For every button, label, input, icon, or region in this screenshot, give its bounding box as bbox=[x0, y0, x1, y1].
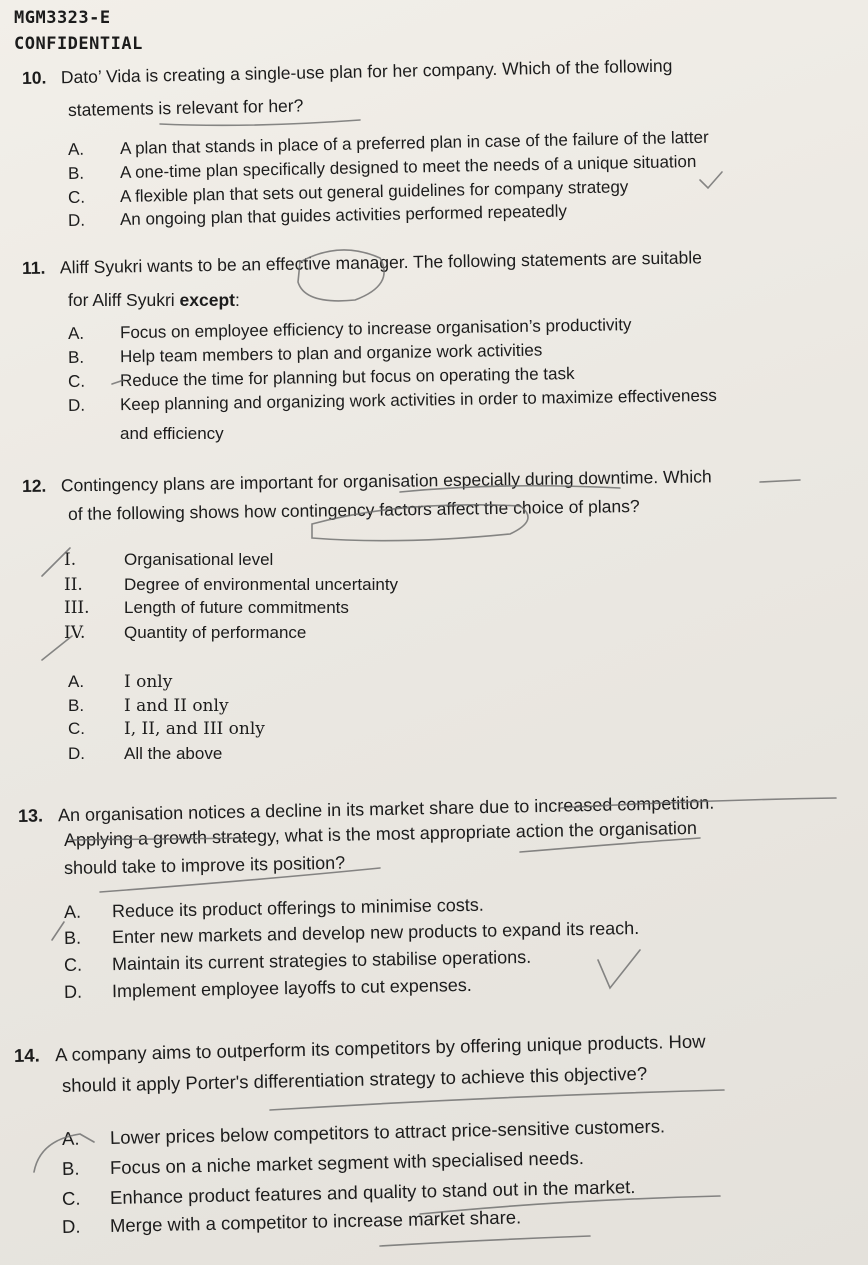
option-a bbox=[68, 315, 632, 344]
pencil-underline-q14-c bbox=[380, 1236, 590, 1246]
question-11-line-2 bbox=[68, 288, 240, 312]
question-text: Contingency plans are important for organisation especially during downtime. Which bbox=[60, 466, 712, 496]
option-c bbox=[62, 1176, 636, 1210]
question-text: Applying a growth strategy, what is the most appropriate action the organisation bbox=[63, 817, 698, 850]
option-text: A one-time plan specifically designed to meet the needs of a unique situation bbox=[119, 151, 697, 183]
option-letter: A. bbox=[63, 901, 82, 922]
option-d bbox=[64, 975, 472, 1003]
question-number: 13. bbox=[17, 805, 44, 826]
question-text: should take to improve its position? bbox=[63, 852, 346, 878]
question-12-line-1 bbox=[22, 464, 712, 498]
option-d bbox=[68, 744, 222, 764]
pencil-check-q13 bbox=[598, 950, 640, 988]
question-text: : bbox=[234, 290, 240, 310]
question-text: of the following shows how contingency factors affect the choice of plans? bbox=[67, 496, 640, 524]
option-c bbox=[68, 719, 265, 739]
option-letter: A. bbox=[68, 672, 85, 691]
option-letter: B. bbox=[61, 1157, 80, 1179]
roman-numeral: I. bbox=[64, 550, 77, 570]
item-iv bbox=[64, 623, 306, 643]
option-text: Reduce the time for planning but focus on operating the task bbox=[119, 364, 575, 391]
option-c bbox=[64, 947, 531, 976]
question-number: 11. bbox=[21, 257, 46, 278]
option-d bbox=[62, 1206, 522, 1238]
item-ii bbox=[64, 575, 398, 595]
item-text: Organisational level bbox=[124, 550, 274, 569]
option-letter: B. bbox=[68, 696, 85, 715]
question-text: Dato’ Vida is creating a single-use plan for her company. Which of the following bbox=[60, 55, 673, 88]
question-11-line-1 bbox=[22, 245, 702, 280]
pencil-check-q10 bbox=[700, 172, 722, 188]
option-a bbox=[62, 1115, 666, 1150]
option-text: Focus on a niche market segment with specialised needs. bbox=[109, 1147, 585, 1178]
option-text: I only bbox=[124, 672, 173, 692]
option-c bbox=[68, 364, 575, 392]
option-text: A plan that stands in place of a preferred plan in case of the failure of the latter bbox=[119, 127, 709, 159]
option-letter: B. bbox=[67, 347, 85, 367]
option-letter: C. bbox=[61, 1187, 81, 1209]
option-text: Reduce its product offerings to minimise costs. bbox=[111, 894, 484, 922]
option-letter: D. bbox=[63, 981, 83, 1002]
item-text: Quantity of performance bbox=[124, 623, 307, 642]
option-b bbox=[68, 341, 543, 368]
roman-numeral: IV. bbox=[64, 623, 86, 643]
option-a bbox=[64, 895, 484, 923]
item-text: Length of future commitments bbox=[124, 598, 349, 617]
option-letter: C. bbox=[67, 187, 86, 207]
option-text: A flexible plan that sets out general guidelines for company strategy bbox=[119, 177, 629, 207]
option-a bbox=[68, 672, 172, 692]
item-text: Degree of environmental uncertainty bbox=[124, 575, 399, 594]
option-letter: D. bbox=[67, 395, 86, 415]
option-text: Implement employee layoffs to cut expenses. bbox=[111, 974, 472, 1002]
pencil-underline-q12-b bbox=[760, 480, 800, 482]
option-text: Enter new markets and develop new products to expand its reach. bbox=[111, 917, 640, 948]
pencil-underline-q10 bbox=[160, 120, 360, 125]
option-text: Focus on employee efficiency to increase organisation’s productivity bbox=[119, 315, 632, 343]
option-letter: C. bbox=[67, 371, 86, 391]
question-number: 10. bbox=[21, 67, 47, 88]
option-letter: C. bbox=[68, 719, 85, 738]
option-b bbox=[68, 696, 229, 716]
question-text: An organisation notices a decline in its market share due to increased competition. bbox=[57, 792, 715, 826]
question-number: 14. bbox=[13, 1044, 40, 1066]
option-letter: A. bbox=[61, 1127, 80, 1149]
option-text: Help team members to plan and organize work activities bbox=[119, 340, 543, 367]
option-text: Enhance product features and quality to stand out in the market. bbox=[109, 1175, 636, 1208]
option-letter: D. bbox=[61, 1215, 81, 1237]
option-text: Keep planning and organizing work activities in order to maximize effectiveness bbox=[119, 385, 717, 415]
option-text: Lower prices below competitors to attract price-sensitive customers. bbox=[109, 1115, 666, 1148]
item-iii bbox=[64, 598, 349, 618]
option-text: I and II only bbox=[124, 696, 229, 716]
option-letter: B. bbox=[67, 163, 85, 183]
option-text: Merge with a competitor to increase market share. bbox=[109, 1206, 522, 1236]
option-letter: C. bbox=[63, 954, 83, 975]
option-text: An ongoing plan that guides activities performed repeatedly bbox=[119, 201, 568, 230]
option-letter: A. bbox=[67, 323, 85, 343]
option-letter: A. bbox=[67, 139, 85, 159]
option-text: Maintain its current strategies to stabilise operations. bbox=[111, 946, 532, 975]
question-text: A company aims to outperform its competitors by offering unique products. How bbox=[54, 1030, 706, 1066]
except-emphasis: except bbox=[179, 290, 235, 310]
pencil-underline-q14-a bbox=[270, 1090, 724, 1110]
roman-numeral: II. bbox=[64, 575, 83, 595]
option-text: I, II, and III only bbox=[124, 719, 265, 739]
question-10-line-1 bbox=[22, 54, 673, 90]
roman-numeral: III. bbox=[64, 598, 90, 618]
question-text: should it apply Porter's differentiation strategy to achieve this objective? bbox=[61, 1062, 648, 1096]
option-d-continued: and efficiency bbox=[120, 424, 224, 443]
item-i bbox=[64, 550, 273, 570]
question-text: statements is relevant for her? bbox=[67, 95, 304, 120]
option-letter: D. bbox=[67, 210, 86, 230]
question-text: for Aliff Syukri bbox=[68, 290, 180, 310]
option-letter: D. bbox=[68, 744, 85, 763]
question-text: Aliff Syukri wants to be an effective manager. The following statements are suitable bbox=[59, 247, 703, 278]
option-letter: B. bbox=[63, 927, 82, 948]
course-code: MGM3323-E bbox=[14, 8, 111, 28]
option-b bbox=[62, 1147, 584, 1180]
option-text: All the above bbox=[124, 744, 223, 763]
pencil-slash-q13b bbox=[52, 922, 64, 940]
option-b bbox=[64, 918, 640, 949]
confidential-label: CONFIDENTIAL bbox=[14, 34, 143, 54]
question-number: 12. bbox=[21, 475, 47, 496]
